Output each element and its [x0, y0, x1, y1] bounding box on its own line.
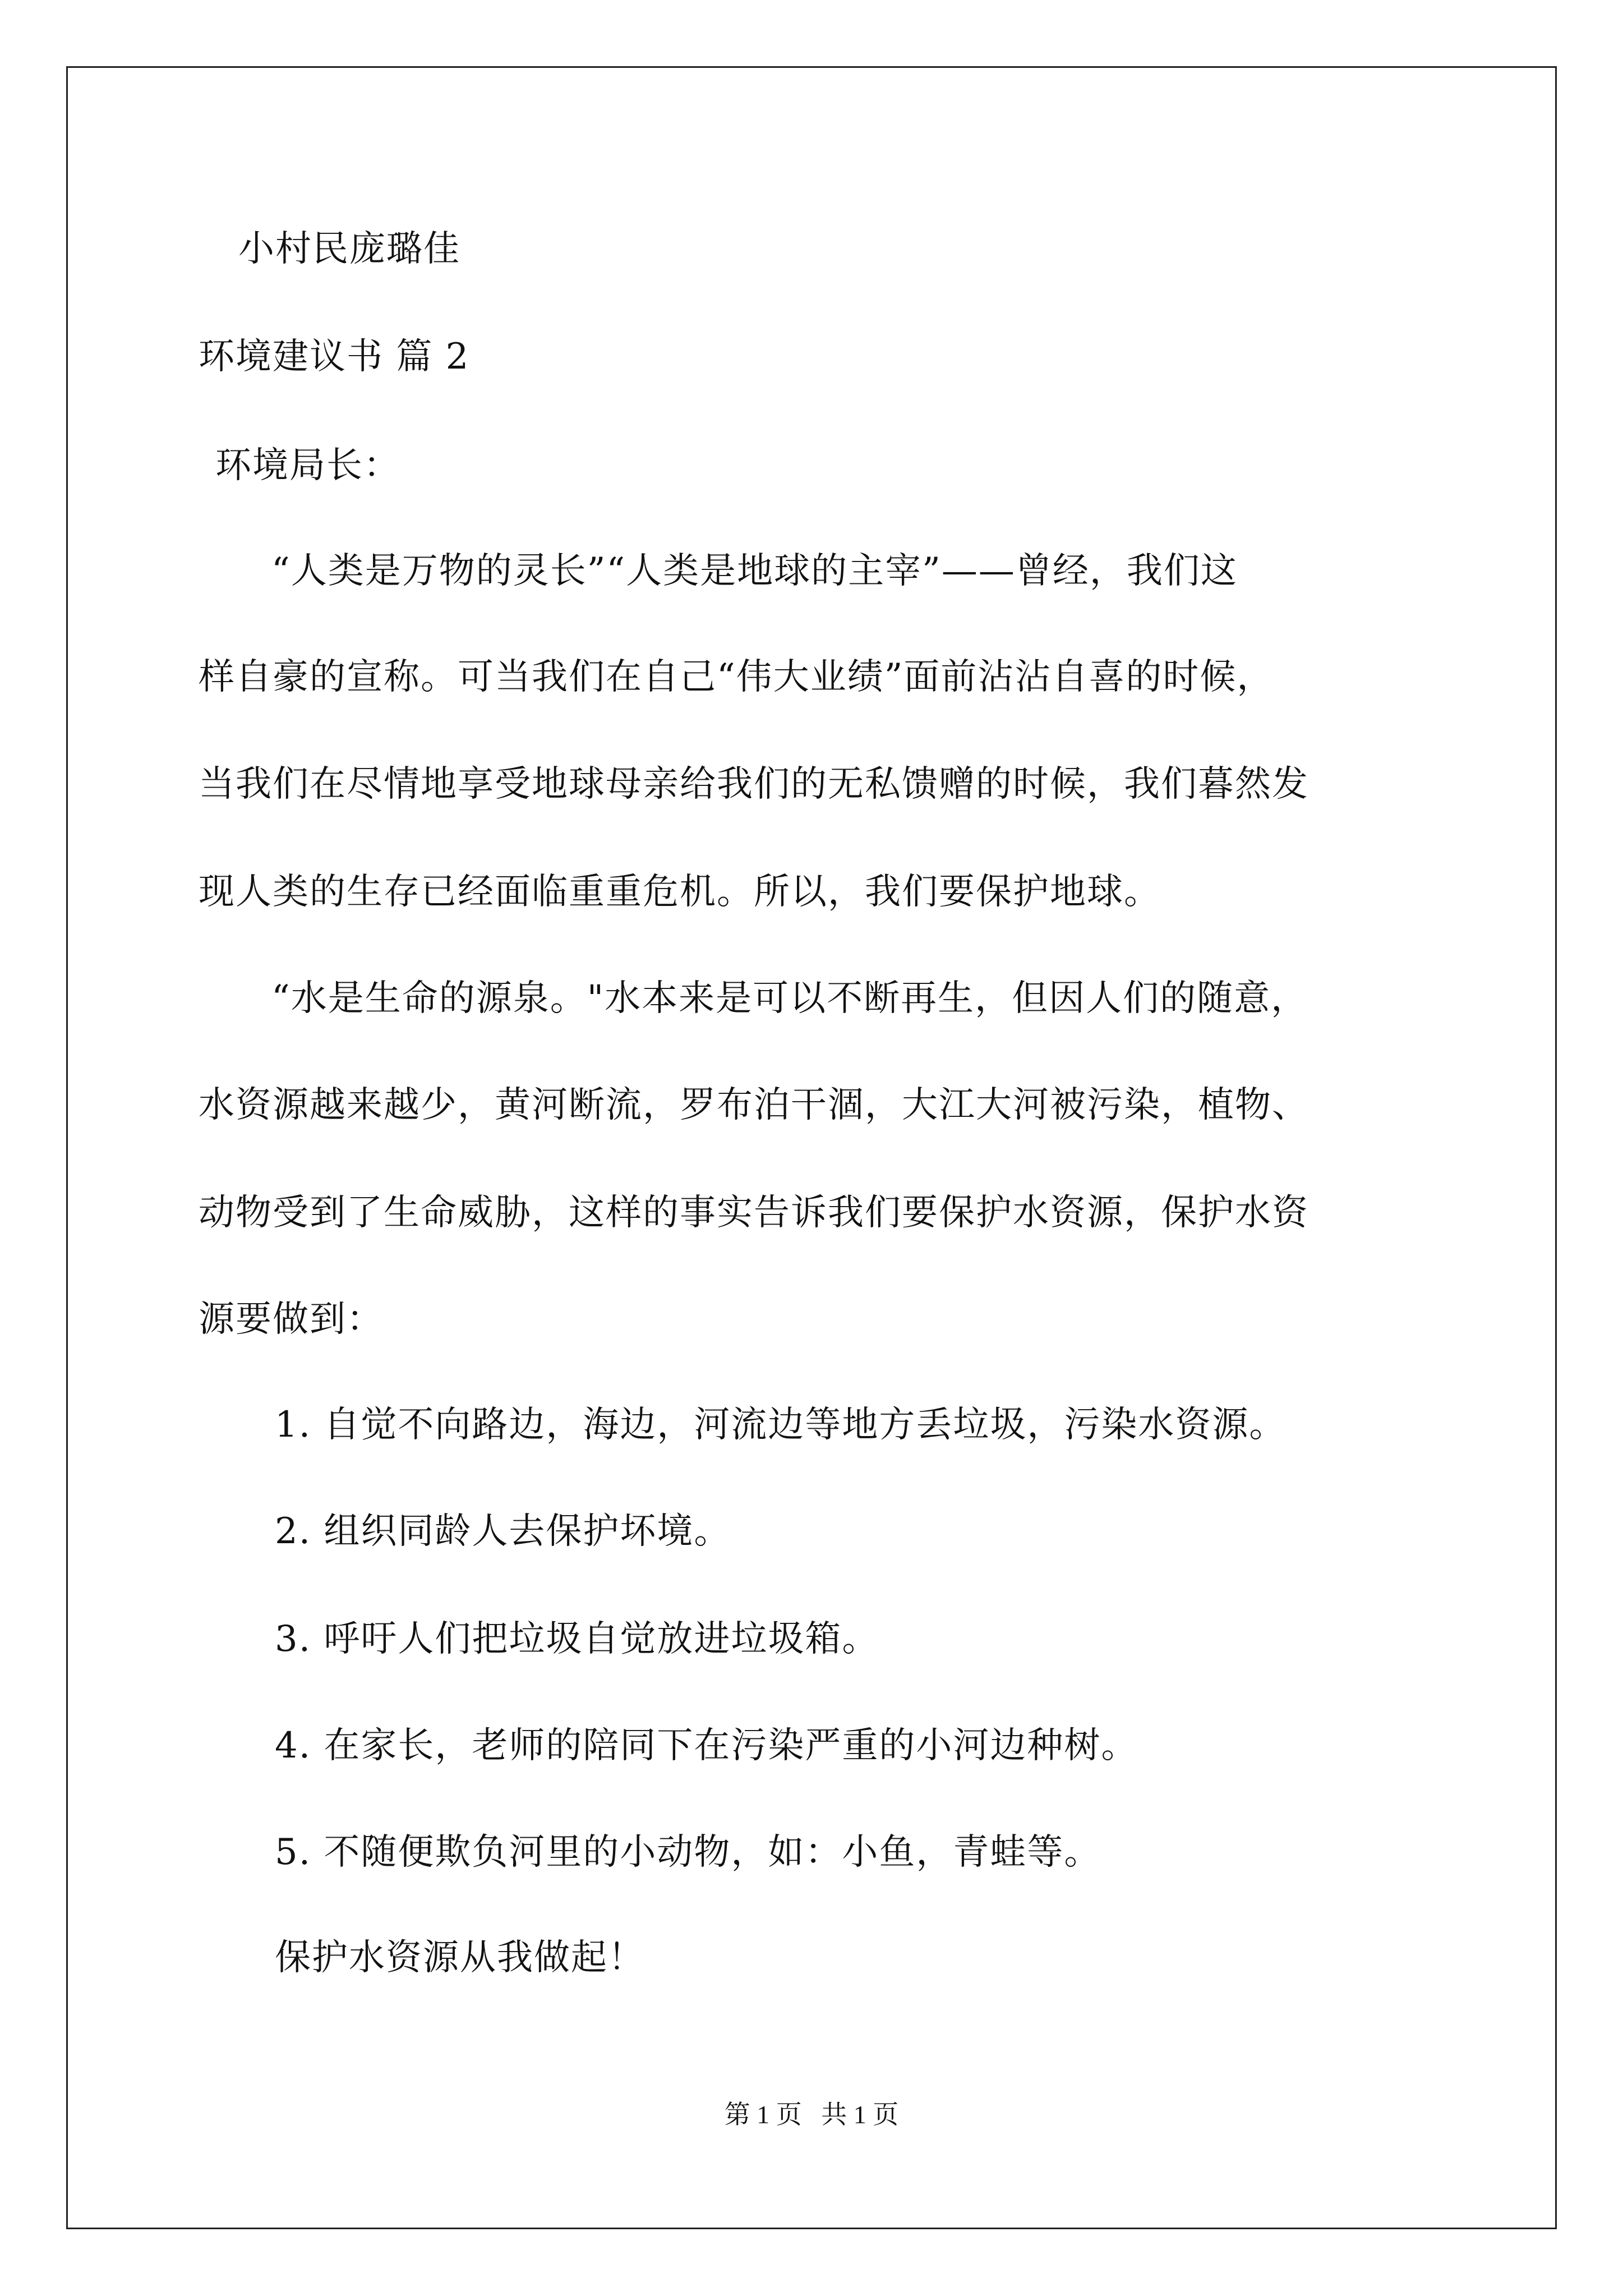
paragraph-1-line-2: 样自豪的宣称。可当我们在自己“伟大业绩”面前沾沾自喜的时候，: [199, 656, 1274, 698]
closing-line: 保护水资源从我做起！: [275, 1937, 645, 1978]
paragraph-2-line-1: “水是生命的源泉。"水本来是可以不断再生，但因人们的随意，: [271, 978, 1308, 1019]
paragraph-2-line-4: 源要做到：: [199, 1299, 384, 1340]
paragraph-1-line-4: 现人类的生存已经面临重重危机。所以，我们要保护地球。: [199, 871, 1161, 913]
list-item-5: 5. 不随便欺负河里的小动物，如：小鱼，青蛙等。: [275, 1832, 1101, 1873]
signature: 小村民庞璐佳: [238, 228, 460, 270]
list-item-2: 2. 组织同龄人去保护坏境。: [275, 1511, 731, 1552]
list-item-3: 3. 呼吁人们把垃圾自觉放进垃圾箱。: [275, 1618, 879, 1660]
page-footer: 第 1 页 共 1 页: [724, 2100, 899, 2129]
page-border: [66, 66, 1557, 2229]
paragraph-2-line-2: 水资源越来越少，黄河断流，罗布泊干涸，大江大河被污染，植物、: [199, 1084, 1309, 1126]
section-title: 环境建议书 篇 2: [199, 336, 470, 378]
salutation: 环境局长：: [215, 445, 400, 486]
list-item-1: 1. 自觉不向路边，海边，河流边等地方丢垃圾，污染水资源。: [275, 1404, 1287, 1446]
list-item-4: 4. 在家长，老师的陪同下在污染严重的小河边种树。: [275, 1725, 1138, 1766]
paragraph-2-line-3: 动物受到了生命威胁，这样的事实告诉我们要保护水资源，保护水资: [199, 1192, 1309, 1234]
paragraph-1-line-1: “人类是万物的灵长”“人类是地球的主宰”——曾经，我们这: [271, 550, 1238, 592]
paragraph-1-line-3: 当我们在尽情地享受地球母亲给我们的无私馈赠的时候，我们暮然发: [199, 763, 1309, 805]
